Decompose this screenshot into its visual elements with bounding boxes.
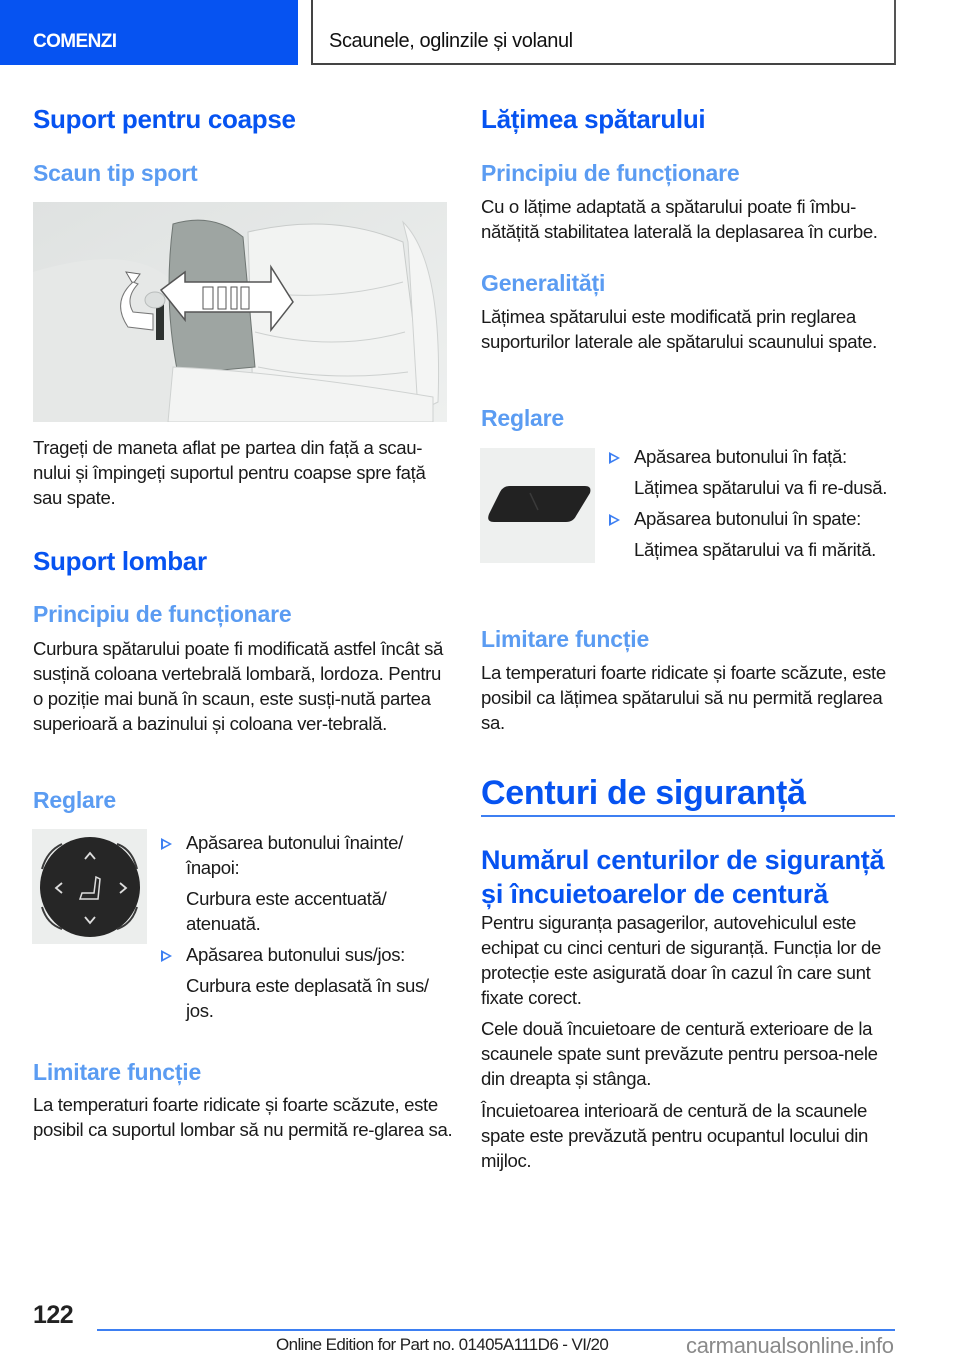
seat-illustration-icon bbox=[33, 202, 447, 422]
width-principle-text: Cu o lățime adaptată a spătarului poate fi îmbu-nătățită stabilitatea laterală la deplasarea în curbe. bbox=[481, 196, 878, 242]
heading-seat-belts: Centuri de siguranță bbox=[481, 774, 806, 812]
list-item bbox=[609, 506, 909, 562]
section-title: Scaunele, oglinzile și volanul bbox=[329, 30, 573, 52]
seat-belt-paragraph-3: Încuietoarea interioară de centură de la scaunele spate este prevăzută pentru ocupantul locului din mijloc. bbox=[481, 1100, 869, 1171]
subheading-seat-belt-count: Numărul centurilor de siguranță și încuietoarelor de centură bbox=[481, 845, 885, 909]
bullet-action: Apăsarea butonului în spate: bbox=[634, 508, 861, 529]
width-adjust-list bbox=[609, 444, 909, 562]
subheading-width-adjust: Reglare bbox=[481, 405, 564, 431]
width-general-text: Lățimea spătarului este modificată prin reglarea suporturilor laterale ale spătarului scaunului spate. bbox=[481, 306, 877, 352]
lumbar-limit-text: La temperaturi foarte ridicate și foarte scăzute, este posibil ca suportul lombar să nu permită re-glarea sa. bbox=[33, 1094, 453, 1140]
list-item bbox=[609, 444, 909, 500]
subheading-lumbar-principle: Principiu de funcționare bbox=[33, 601, 292, 627]
bullet-action: Apăsarea butonului în față: bbox=[634, 446, 847, 467]
triangle-bullet-icon bbox=[609, 452, 620, 464]
triangle-bullet-icon bbox=[609, 514, 620, 526]
bullet-result: Lățimea spătarului va fi re-dusă. bbox=[634, 477, 888, 498]
heading-backrest-width: Lățimea spătarului bbox=[481, 104, 706, 134]
width-limit-text: La temperaturi foarte ridicate și foarte scăzute, este posibil ca lățimea spătarului să nu permită reglarea sa. bbox=[481, 662, 886, 733]
seat-belt-paragraph-2: Cele două încuietoare de centură exterioare de la scaunele spate sunt prevăzute pentru persoa-nele din dreapta și stânga. bbox=[481, 1018, 878, 1089]
bullet-action: Apăsarea butonului înainte/ înapoi: bbox=[186, 832, 403, 878]
subheading-sport-seat: Scaun tip sport bbox=[33, 160, 198, 186]
lumbar-joystick-icon bbox=[32, 829, 147, 944]
lumbar-adjust-list bbox=[161, 830, 461, 1023]
width-rocker-button-icon bbox=[480, 448, 595, 563]
thigh-support-illustration bbox=[33, 202, 447, 422]
list-item bbox=[161, 942, 461, 1023]
subheading-lumbar-limit: Limitare funcție bbox=[33, 1059, 202, 1085]
section-header bbox=[311, 0, 896, 65]
seat-belt-paragraph-1: Pentru siguranța pasagerilor, autovehiculul este echipat cu cinci centuri de siguranță. Funcția lor de protecție este asigurată doar în cazul în care sunt fixate corect. bbox=[481, 912, 882, 1008]
subheading-lumbar-adjust: Reglare bbox=[33, 787, 116, 813]
subheading-width-principle: Principiu de funcționare bbox=[481, 160, 740, 186]
page-number: 122 bbox=[33, 1301, 74, 1329]
heading-underline bbox=[481, 815, 895, 817]
lumbar-principle-text: Curbura spătarului poate fi modificată astfel încât să susțină coloana vertebrală lombară, lordoza. Pentru o poziție mai bună în scaun, este susți-nută partea superioară a bazinului și coloana ver-tebrală. bbox=[33, 638, 444, 734]
watermark: carmanualsonline.info bbox=[686, 1333, 894, 1358]
bullet-result: Curbura este deplasată în sus/ jos. bbox=[186, 975, 429, 1021]
backrest-width-button-image bbox=[480, 448, 595, 563]
footer-rule bbox=[97, 1329, 895, 1331]
lumbar-control-button-image bbox=[32, 829, 147, 944]
subheading-width-general: Generalități bbox=[481, 270, 606, 296]
list-item bbox=[161, 830, 461, 936]
thigh-support-text: Trageți de maneta aflat pe partea din față a scau-nului și împingeți suportul pentru coapse spre față sau spate. bbox=[33, 437, 426, 508]
heading-lumbar-support: Suport lombar bbox=[33, 546, 207, 576]
heading-thigh-support: Suport pentru coapse bbox=[33, 104, 296, 134]
edition-text: Online Edition for Part no. 01405A111D6 - VI/20 bbox=[276, 1335, 609, 1354]
triangle-bullet-icon bbox=[161, 950, 172, 962]
bullet-result: Lățimea spătarului va fi mărită. bbox=[634, 539, 876, 560]
bullet-action: Apăsarea butonului sus/jos: bbox=[186, 944, 405, 965]
subheading-width-limit: Limitare funcție bbox=[481, 626, 650, 652]
bullet-result: Curbura este accentuată/ atenuată. bbox=[186, 888, 387, 934]
triangle-bullet-icon bbox=[161, 838, 172, 850]
chapter-tab bbox=[0, 0, 298, 65]
chapter-tab-label: COMENZI bbox=[33, 31, 117, 52]
